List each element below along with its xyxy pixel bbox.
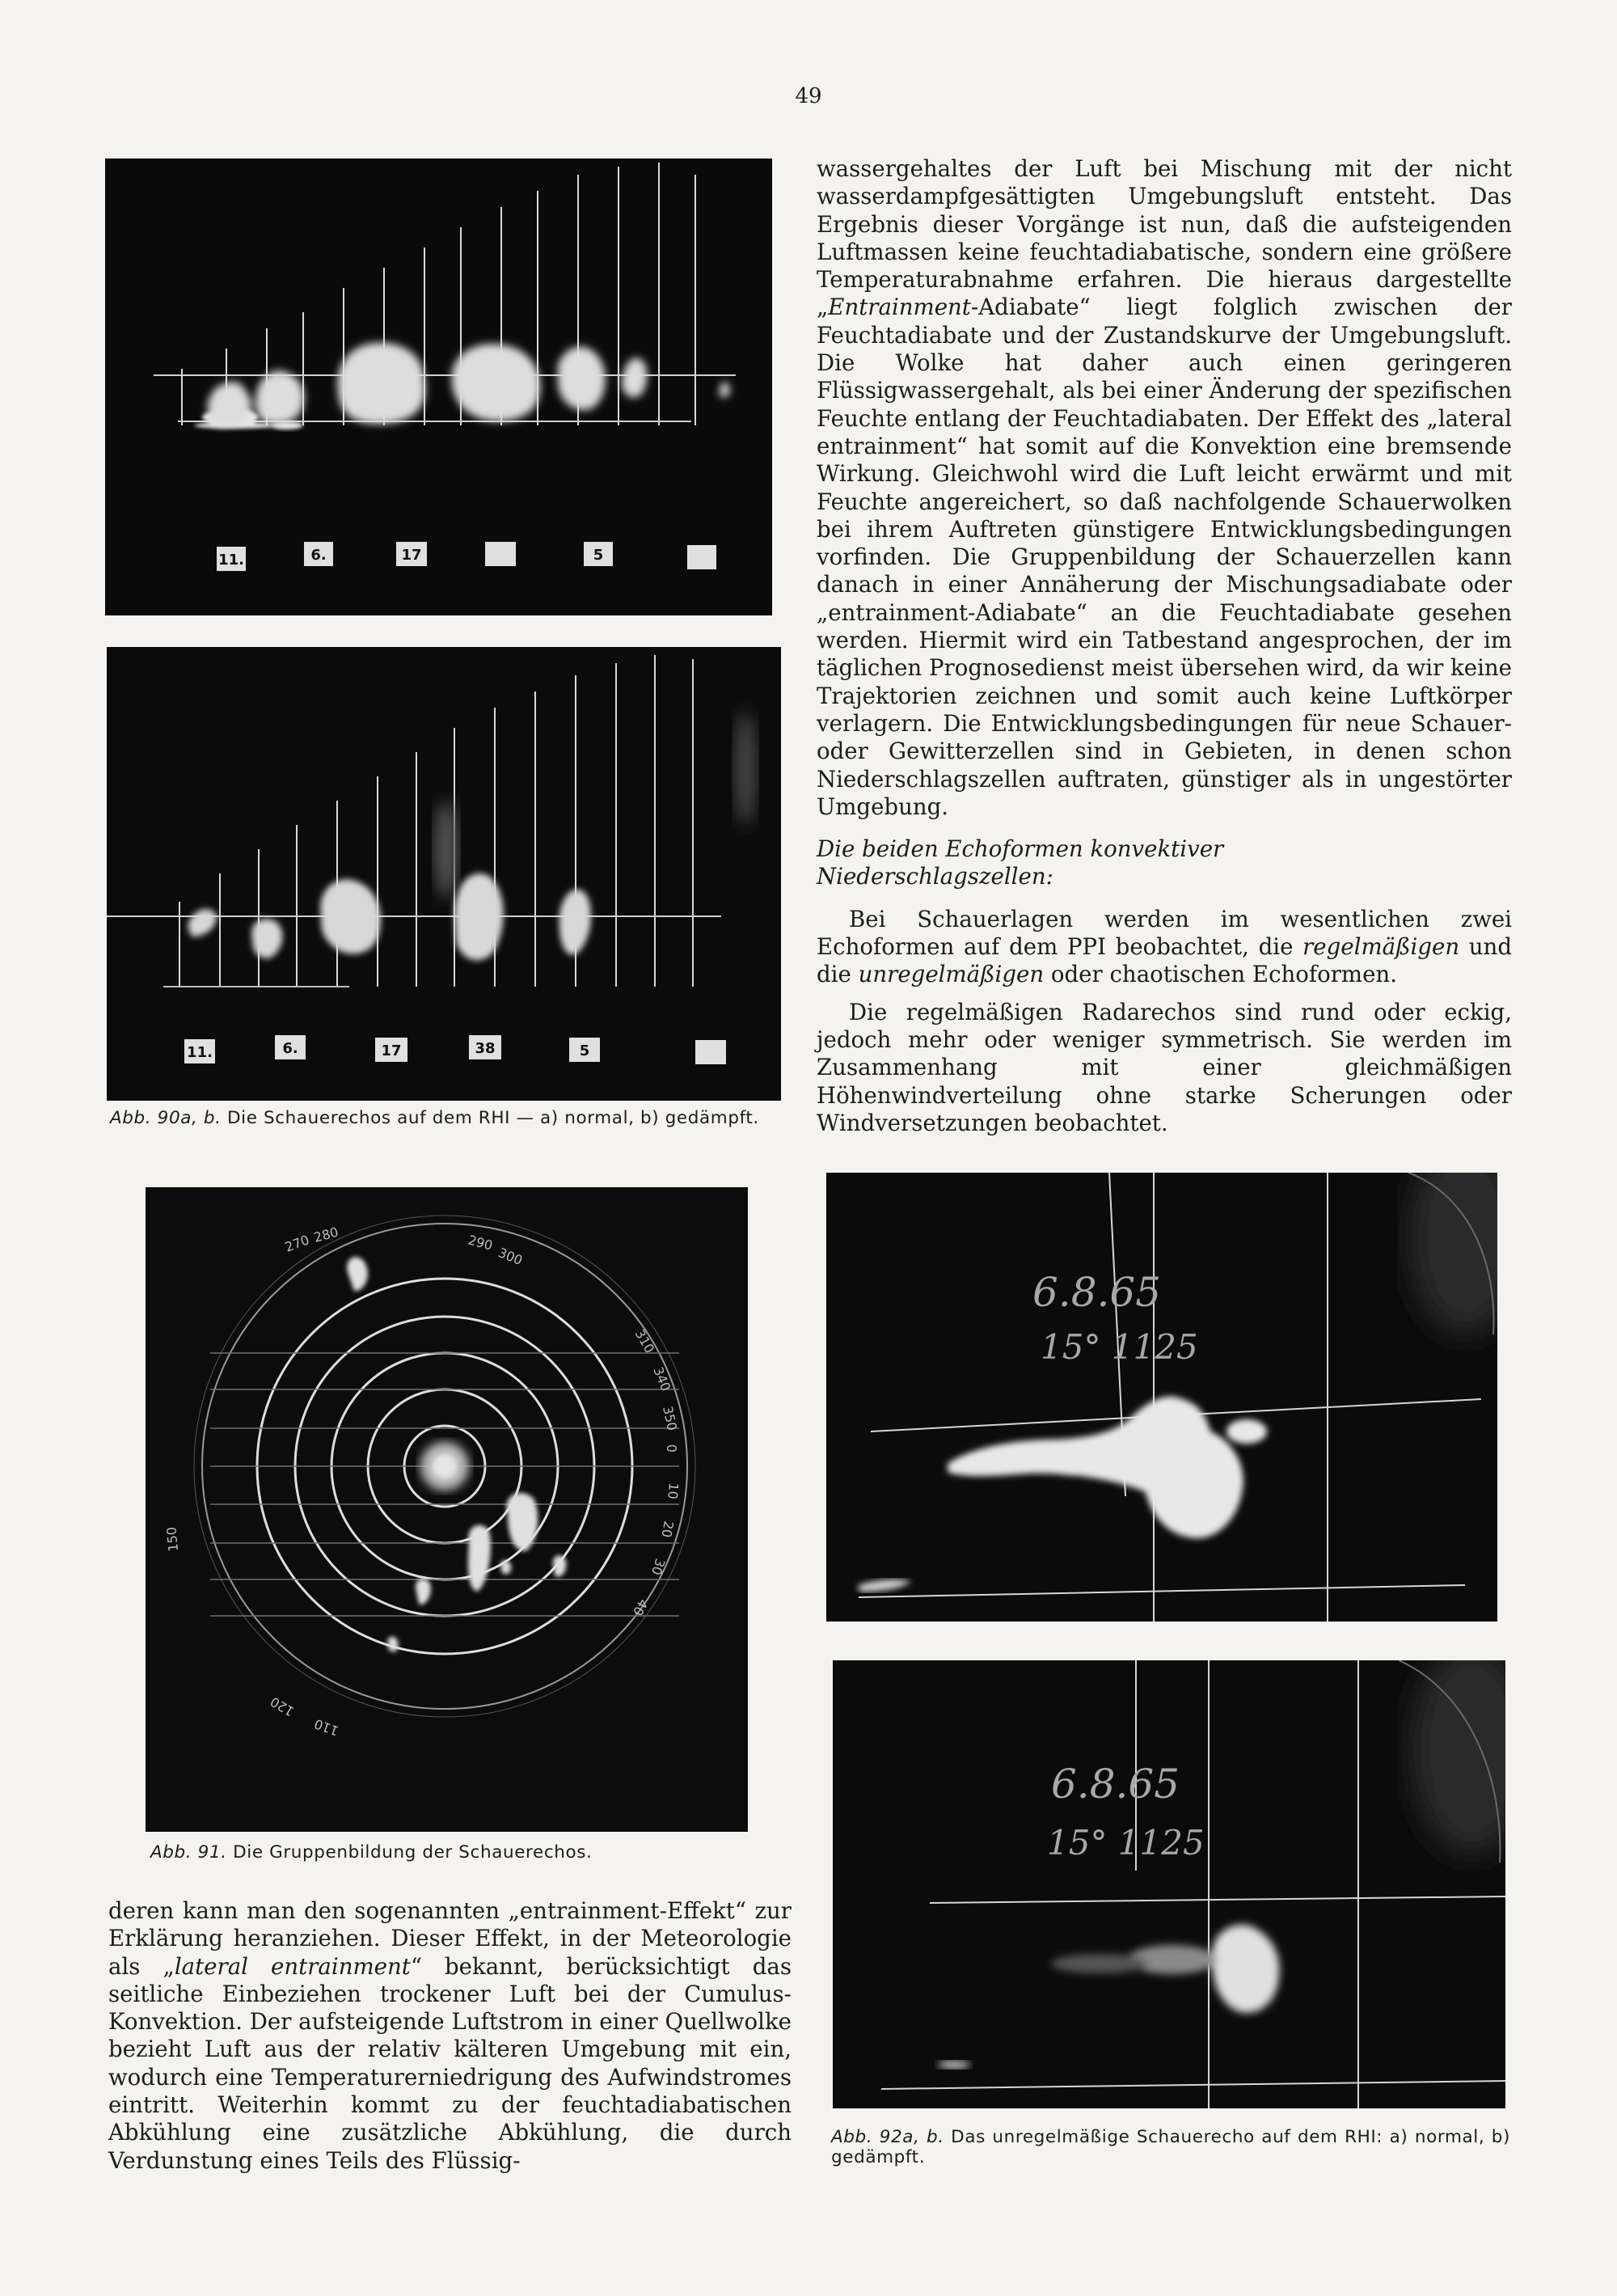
right-p2-emphasis-2: unregelmäßigen — [858, 961, 1045, 988]
figure-90a-rhi-normal — [105, 159, 772, 615]
right-p2-text-c: oder chaotischen Echoformen. — [1044, 961, 1397, 988]
fig92b-time-note: 15° 1125 — [1047, 1823, 1205, 1863]
fig90b-box-label: 38 — [475, 1040, 496, 1057]
right-p2-emphasis-1: regelmäßigen — [1302, 933, 1460, 961]
section-subheading: Die beiden Echoformen konvektiver Niederschlagszellen: — [817, 835, 1224, 890]
left-column-text — [108, 1897, 792, 2175]
figure-91-caption — [150, 1842, 749, 1863]
fig92a-date-note: 6.8.65 — [1032, 1269, 1162, 1316]
left-p1-text-a: deren kann man den sogenannten „entrainment-Effekt“ zur Erklärung heranziehen. Dieser Effekt, in der Meteorologie als „ — [108, 1897, 792, 1980]
fig90a-box-label: 5 — [593, 547, 604, 564]
right-p2-text-a: Bei Schauerlagen werden im wesentlichen zwei Echoformen auf dem PPI beobachtet, die — [817, 905, 1512, 961]
azimuth-label: 150 — [163, 1526, 181, 1553]
fig90a-box-label: 17 — [401, 547, 422, 564]
figure-90-caption — [110, 1108, 789, 1128]
right-column-text — [817, 155, 1512, 1137]
azimuth-label: 110 — [312, 1715, 341, 1740]
fig90a-box-label: 11. — [218, 552, 244, 569]
right-paragraph-2 — [817, 906, 1512, 989]
azimuth-label: 0 — [664, 1444, 680, 1453]
azimuth-label: 270 — [282, 1232, 312, 1255]
azimuth-label: 310 — [631, 1326, 658, 1356]
fig92b-date-note: 6.8.65 — [1051, 1761, 1180, 1808]
figure-92b-graphic — [833, 1660, 1505, 2108]
figure-92a-graphic — [826, 1173, 1497, 1622]
azimuth-label: 280 — [312, 1224, 340, 1245]
fig90b-box-label: 5 — [579, 1042, 590, 1059]
right-p2-text-b: und die — [817, 933, 1512, 988]
right-p1-text-b: -Adiabate“ liegt folglich zwischen der Feuchtadiabate und der Zustandskurve der Umgebungsluft. Die Wolke hat daher auch einen geringeren Flüssigwassergehalt, als bei einer Änderung der spezifischen Feuchte entlang der Feuchtadiabaten. Der Effekt des „lateral entrainment“ hat somit auf die Konvektion eine bremsende Wirkung. Gleichwohl wird die Luft leicht erwärmt und mit Feuchte angereichert, so daß nachfolgende Schauerwolken bei ihrem Auftreten günstigere Entwicklungsbedingungen vorfinden. Die Gruppenbildung der Schauerzellen kann danach in einer Annäherung der Mischungsadiabate oder „entrainment-Adiabate“ an die Feuchtadiabate gesehen werden. Hiermit wird ein Tatbestand angesprochen, der im täglichen Prognosedienst meist übersehen wird, da wir keine Trajektorien zeichnen und somit auch keine Luftkörper verlagern. Die Entwicklungsbedingungen für neue Schauer- oder Gewitterzellen sind in Gebieten, in denen schon Niederschlagszellen auftraten, günstiger als in ungestörter Umgebung. — [817, 294, 1513, 820]
figure-92-caption-text: Das unregelmäßige Schauerecho auf dem RHI: a) normal, b) gedämpft. — [831, 2127, 1510, 2167]
figure-91-caption-label: Abb. 91. — [150, 1842, 227, 1863]
left-paragraph-1 — [108, 1897, 792, 2175]
figure-90-caption-text: Die Schauerechos auf dem RHI — a) normal, b) gedämpft. — [227, 1108, 759, 1128]
figure-92a-rhi-normal — [826, 1173, 1497, 1622]
right-p1-emphasis: Entrainment — [828, 294, 971, 321]
figure-92-caption-label: Abb. 92a, b. — [831, 2127, 944, 2147]
azimuth-label: 40 — [629, 1596, 652, 1619]
figure-91-caption-text: Die Gruppenbildung der Schauerechos. — [233, 1842, 593, 1863]
right-paragraph-3: Die regelmäßigen Radarechos sind rund oder eckig, jedoch mehr oder weniger symmetrisch. Sie werden im Zusammenhang mit einer gleichmäßigen Höhenwindverteilung ohne starke Scherungen oder Windversetzungen beobachtet. — [817, 998, 1512, 1136]
right-paragraph-1 — [817, 155, 1512, 821]
azimuth-label: 300 — [496, 1245, 525, 1269]
left-p1-text-b: “ bekannt, berücksichtigt das seitliche Einbeziehen trockener Luft bei der Cumulus-Konvektion. Der aufsteigende Luftstrom in einer Quellwolke bezieht Luft aus der relativ kälteren Umgebung mit ein, wodurch eine Temperaturerniedrigung des Aufwindstromes eintritt. Weiterhin kommt zu der feuchtadiabatischen Abkühlung eine zusätzliche Abkühlung, die durch Verdunstung eines Teils des Flüssig- — [108, 1952, 792, 2174]
figure-90b-rhi-attenuated — [107, 647, 781, 1101]
figure-92b-rhi-attenuated — [833, 1660, 1505, 2108]
azimuth-label: 10 — [665, 1482, 682, 1500]
figure-90a-graphic — [105, 159, 772, 615]
right-p1-text-a: wassergehaltes der Luft bei Mischung mit der nicht wasserdampfgesättigten Umgebungsluft entsteht. Das Ergebnis dieser Vorgänge ist nun, daß die aufsteigenden Luftmassen keine feuchtadiabatische, sondern eine größere Temperaturabnahme erfahren. Die hieraus dargestellte „ — [817, 155, 1512, 321]
page-number: 49 — [795, 84, 822, 108]
left-p1-emphasis: lateral entrainment — [174, 1952, 411, 1980]
figure-91-graphic — [146, 1187, 748, 1832]
azimuth-label: 350 — [660, 1404, 681, 1432]
azimuth-label: 290 — [466, 1232, 495, 1254]
fig90b-box-label: 17 — [381, 1042, 402, 1059]
azimuth-label: 20 — [658, 1520, 677, 1539]
fig92a-time-note: 15° 1125 — [1041, 1327, 1198, 1367]
figure-90-caption-label: Abb. 90a, b. — [110, 1108, 222, 1128]
fig90b-box-label: 11. — [187, 1044, 213, 1061]
fig90a-box-label: 6. — [310, 547, 327, 564]
azimuth-label: 120 — [268, 1693, 297, 1719]
figure-92-caption — [831, 2127, 1510, 2167]
azimuth-label: 340 — [650, 1364, 674, 1393]
fig90b-box-label: 6. — [282, 1040, 298, 1057]
figure-91-ppi — [146, 1187, 748, 1832]
azimuth-label: 30 — [648, 1556, 669, 1577]
figure-90b-graphic — [107, 647, 781, 1101]
